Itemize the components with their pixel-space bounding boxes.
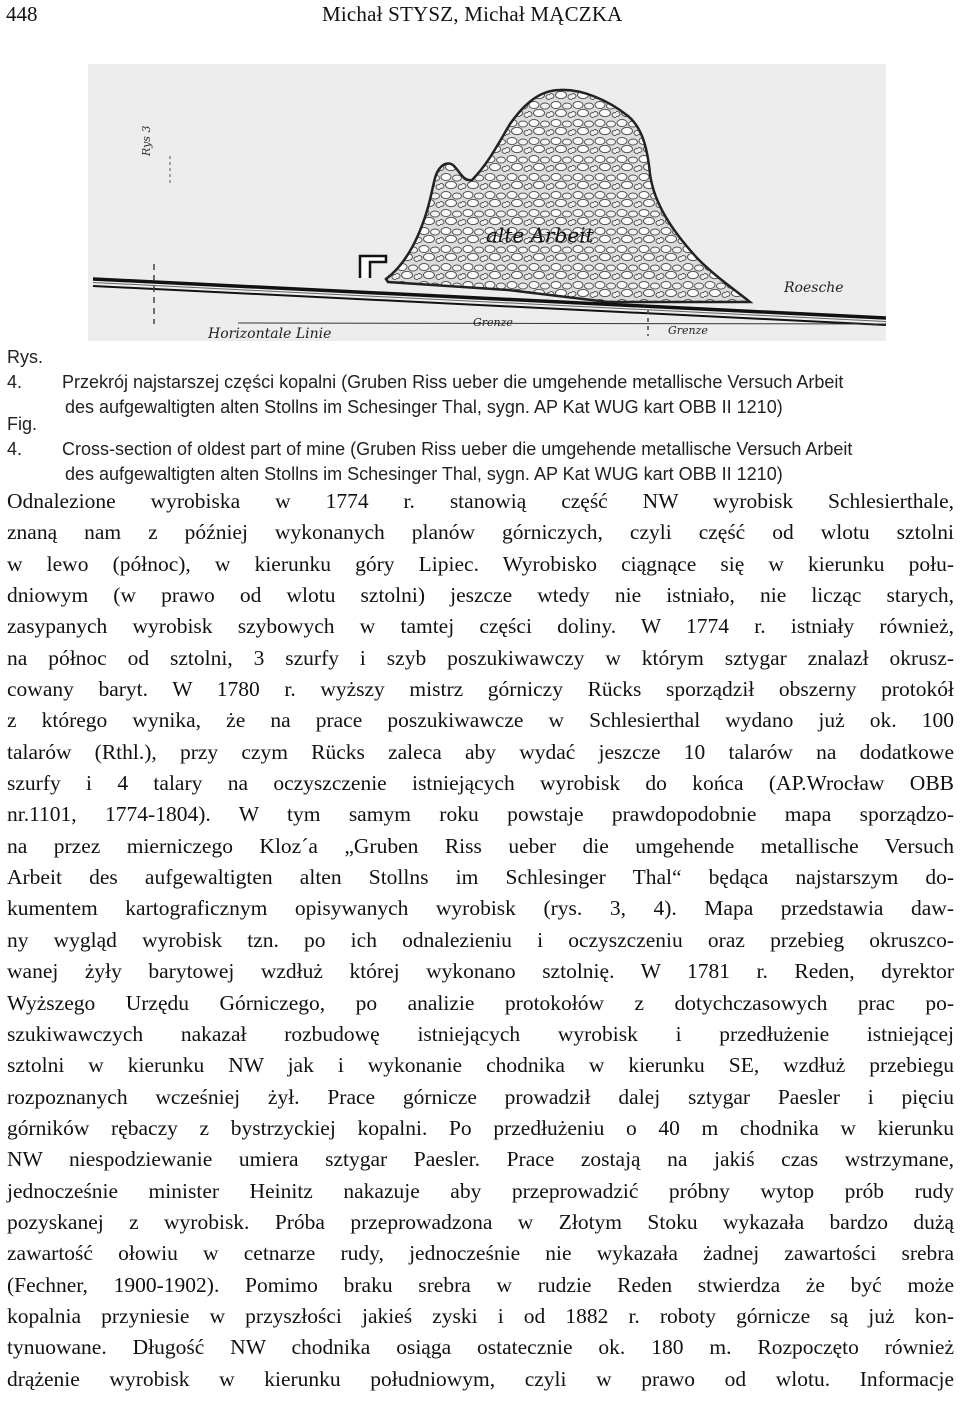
body-line: z którego wynika, że na prace poszukiwawcze w Schlesierthal wydano już ok. 100 xyxy=(7,708,954,733)
body-line: (Fechner, 1900-1902). Pomimo braku srebra w rudzie Reden stwierdza że być może xyxy=(7,1272,954,1297)
body-line: drążenie wyrobisk w kierunku południowym, czyli w prawo od wlotu. Informacje xyxy=(7,1366,954,1391)
body-line: Arbeit des aufgewaltigten alten Stollns im Schlesinger Thal“ będąca najstarszym do- xyxy=(7,865,954,890)
caption-english-line2: des aufgewaltigten alten Stollns im Schesinger Thal, sygn. AP Kat WUG kart OBB II 1210) xyxy=(65,464,783,484)
boundary-label-1: Grenze xyxy=(473,316,513,329)
body-line: szurfy i 4 talary na oczyszczenie istniejących wyrobisk do końca (AP.Wrocław OBB xyxy=(7,771,954,796)
body-line: NW niespodziewanie umiera sztygar Paesler. Prace zostają na jakiś czas wstrzymane, xyxy=(7,1147,954,1172)
body-line: talarów (Rthl.), przy czym Rücks zaleca aby wydać jeszcze 10 talarów na dodatkowe xyxy=(7,739,954,764)
body-line: tynuowane. Długość NW chodnika osiąga ostatecznie ok. 180 m. Rozpoczęto również xyxy=(7,1335,954,1360)
caption-polish-line2: des aufgewaltigten alten Stollns im Schesinger Thal, sygn. AP Kat WUG kart OBB II 1210) xyxy=(65,397,783,417)
old-works-label: alte Arbeit xyxy=(486,223,594,247)
caption-english xyxy=(7,412,955,487)
body-line: Wyższego Urzędu Górniczego, po analizie protokołów z dotychczasowych prac po- xyxy=(7,990,954,1015)
body-paragraph xyxy=(7,486,954,1395)
body-line: na przez mierniczego Kloz´a „Gruben Riss ueber die umgehende metallische Versuch xyxy=(7,833,954,858)
body-line: sztolni w kierunku NW jak i wykonanie chodnika w kierunku SE, wzdłuż przebiegu xyxy=(7,1053,954,1078)
body-line: kumentem kartograficznym opisywanych wyrobisk (rys. 3, 4). Mapa przedstawia daw- xyxy=(7,896,954,921)
page-number: 448 xyxy=(6,2,38,26)
figure-cross-section xyxy=(88,64,886,341)
caption-polish-line1: Przekrój najstarszej części kopalni (Gruben Riss ueber die umgehende metallische Versuch Arbeit xyxy=(62,372,844,392)
caption-polish-label: Rys. 4. xyxy=(7,347,43,392)
body-line: rozpoznanych wcześniej żył. Prace górnicze prowadził dalej sztygar Paesler i pięciu xyxy=(7,1084,954,1109)
body-line: zawartość ołowiu w cetnarze rudy, jednocześnie nie wykazała żadnej zawartości srebra xyxy=(7,1241,954,1266)
body-line: wanej żyły barytowej wzdłuż której wykonano sztolnię. W 1781 r. Reden, dyrektor xyxy=(7,959,954,984)
right-label: Roesche xyxy=(784,280,844,296)
body-line: szukiwawczych nakazał rozbudowę istniejących wyrobisk i przedłużenie istniejącej xyxy=(7,1021,954,1046)
body-line: jednocześnie minister Heinitz nakazuje aby przeprowadzić próbny wytop prób rudy xyxy=(7,1178,954,1203)
page-header xyxy=(0,0,960,30)
body-line: nr.1101, 1774-1804). W tym samym roku powstaje prawdopodobnie mapa sporządzo- xyxy=(7,802,954,827)
body-line: znaną nam z później wykonanych planów górniczych, czyli część od wlotu sztolni xyxy=(7,520,954,545)
caption-polish xyxy=(7,345,955,420)
body-line: kopalnia przyniesie w przyszłości jakieś zyski i od 1882 r. roboty górnicze są już kon- xyxy=(7,1303,954,1328)
body-line: w lewo (północ), w kierunku góry Lipiec. Wyrobisko ciągnące się w kierunku połu- xyxy=(7,551,954,576)
body-line: dniowym (w prawo od wlotu sztolni) jeszcze wtedy nie istniało, nie licząc starych, xyxy=(7,583,954,608)
body-line: cowany baryt. W 1780 r. wyższy mistrz górniczy Rücks sporządził obszerny protokół xyxy=(7,677,954,702)
cross-section-drawing xyxy=(88,64,886,341)
caption-english-line1: Cross-section of oldest part of mine (Gruben Riss ueber die umgehende metallische Versuch Arbeit xyxy=(62,439,853,459)
running-head-authors: Michał STYSZ, Michał MĄCZKA xyxy=(322,2,623,26)
body-line: pozyskanej z wyrobisk. Próba przeprowadzona w Złotym Stoku wykazała bardzo dużą xyxy=(7,1209,954,1234)
caption-english-label: Fig. 4. xyxy=(7,414,38,459)
horizontal-line-label: Horizontale Linie xyxy=(208,326,332,341)
body-line: Odnalezione wyrobiska w 1774 r. stanowią część NW wyrobisk Schlesierthale, xyxy=(7,489,954,513)
boundary-label-2: Grenze xyxy=(668,324,708,337)
body-line: na północ od sztolni, 3 szurfy i szyb poszukiwawczy w którym sztygar znalazł okrusz- xyxy=(7,645,954,670)
body-line: górników rębaczy z bystrzyckiej kopalni. Po przedłużeniu o 40 m chodnika w kierunku xyxy=(7,1115,954,1140)
vertical-note-label: Rys 3 xyxy=(140,125,153,156)
body-line: ny wygląd wyrobisk tzn. po ich odnalezieniu i oczyszczeniu oraz przebieg okruszco- xyxy=(7,927,954,952)
body-line: zasypanych wyrobisk szybowych w tamtej części doliny. W 1774 r. istniały również, xyxy=(7,614,954,639)
